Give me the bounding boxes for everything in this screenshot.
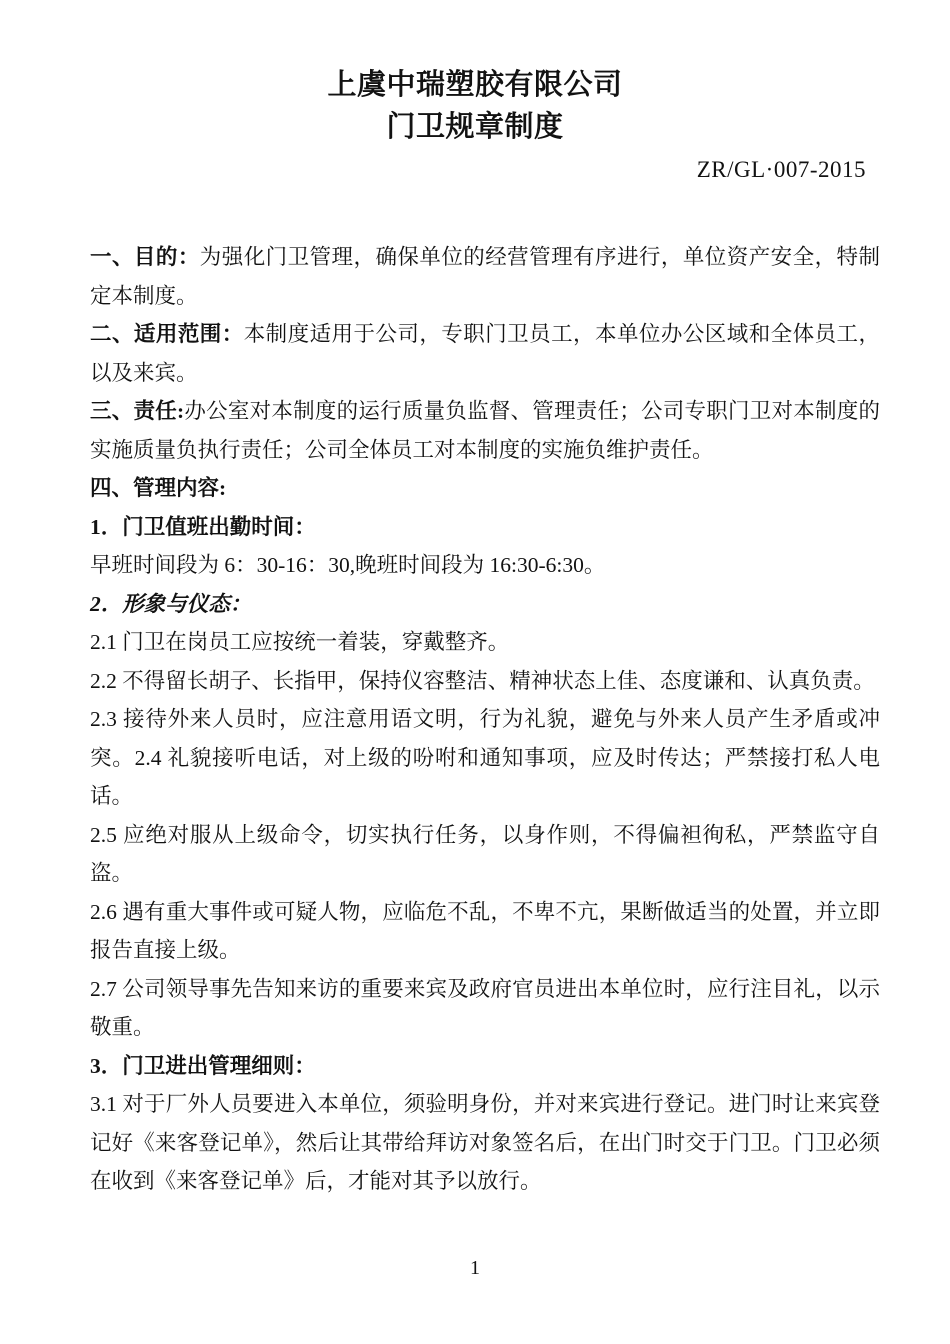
heading-appearance: 2．形象与仪态： (90, 591, 252, 616)
paragraph-responsibility-text: 办公室对本制度的运行质量负监督、管理责任；公司专职门卫对本制度的实施质量负执行责任；公司全体员工对本制度的实施负维护责任。 (90, 399, 880, 462)
paragraph-scope-text: 本制度适用于公司，专职门卫员工，本单位办公区域和全体员工，以及来宾。 (90, 322, 880, 385)
heading-management-content: 四、管理内容: (90, 476, 227, 500)
document-number: ZR/GL·007-2015 (696, 157, 866, 182)
paragraph-2-1: 2.1 门卫在岗员工应按统一着装，穿戴整齐。 (90, 630, 510, 654)
paragraph-2-5: 2.5 应绝对服从上级命令，切实执行任务，以身作则，不得偏袒徇私，严禁监守自盗。 (90, 822, 880, 885)
document-title: 门卫规章制度 (386, 111, 564, 143)
paragraph-2-6: 2.6 遇有重大事件或可疑人物，应临危不乱，不卑不亢，果断做适当的处置，并立即报告直接上级。 (90, 899, 880, 962)
heading-duty-time: 1．门卫值班出勤时间： (90, 514, 316, 539)
page-footer (0, 1256, 950, 1280)
page-number: 1 (470, 1257, 480, 1279)
paragraph-purpose-text: 为强化门卫管理，确保单位的经营管理有序进行，单位资产安全，特制定本制度。 (90, 245, 880, 308)
paragraph-3-1: 3.1 对于厂外人员要进入本单位，须验明身份，并对来宾进行登记。进门时让来宾登记好《来客登记单》，然后让其带给拜访对象签名后，在出门时交于门卫。门卫必须在收到《来客登记单》后，才能对其予以放行。 (90, 1092, 880, 1193)
paragraph-purpose (90, 238, 880, 315)
paragraph-responsibility-label: 三、责任: (90, 399, 185, 423)
paragraph-scope-label: 二、适用范围： (90, 322, 244, 346)
document-body (90, 238, 880, 1201)
paragraph-duty-time: 早班时间段为 6：30-16：30,晚班时间段为 16:30-6:30。 (90, 553, 606, 577)
paragraph-2-2: 2.2 不得留长胡子、长指甲，保持仪容整洁、精神状态上佳、态度谦和、认真负责。 (90, 668, 875, 693)
paragraph-2-7: 2.7 公司领导事先告知来访的重要来宾及政府官员进出本单位时，应行注目礼，以示敬重。 (90, 976, 880, 1039)
company-name: 上虞中瑞塑胶有限公司 (327, 69, 623, 101)
paragraph-purpose-label: 一、目的： (90, 245, 200, 269)
paragraph-responsibility (90, 392, 880, 469)
heading-access-rules: 3．门卫进出管理细则： (90, 1053, 316, 1078)
document-header (0, 0, 950, 186)
paragraph-2-3-2-4: 2.3 接待外来人员时，应注意用语文明，行为礼貌，避免与外来人员产生矛盾或冲突。2.4 礼貌接听电话，对上级的吩咐和通知事项，应及时传达；严禁接打私人电话。 (90, 707, 880, 808)
paragraph-scope (90, 315, 880, 392)
